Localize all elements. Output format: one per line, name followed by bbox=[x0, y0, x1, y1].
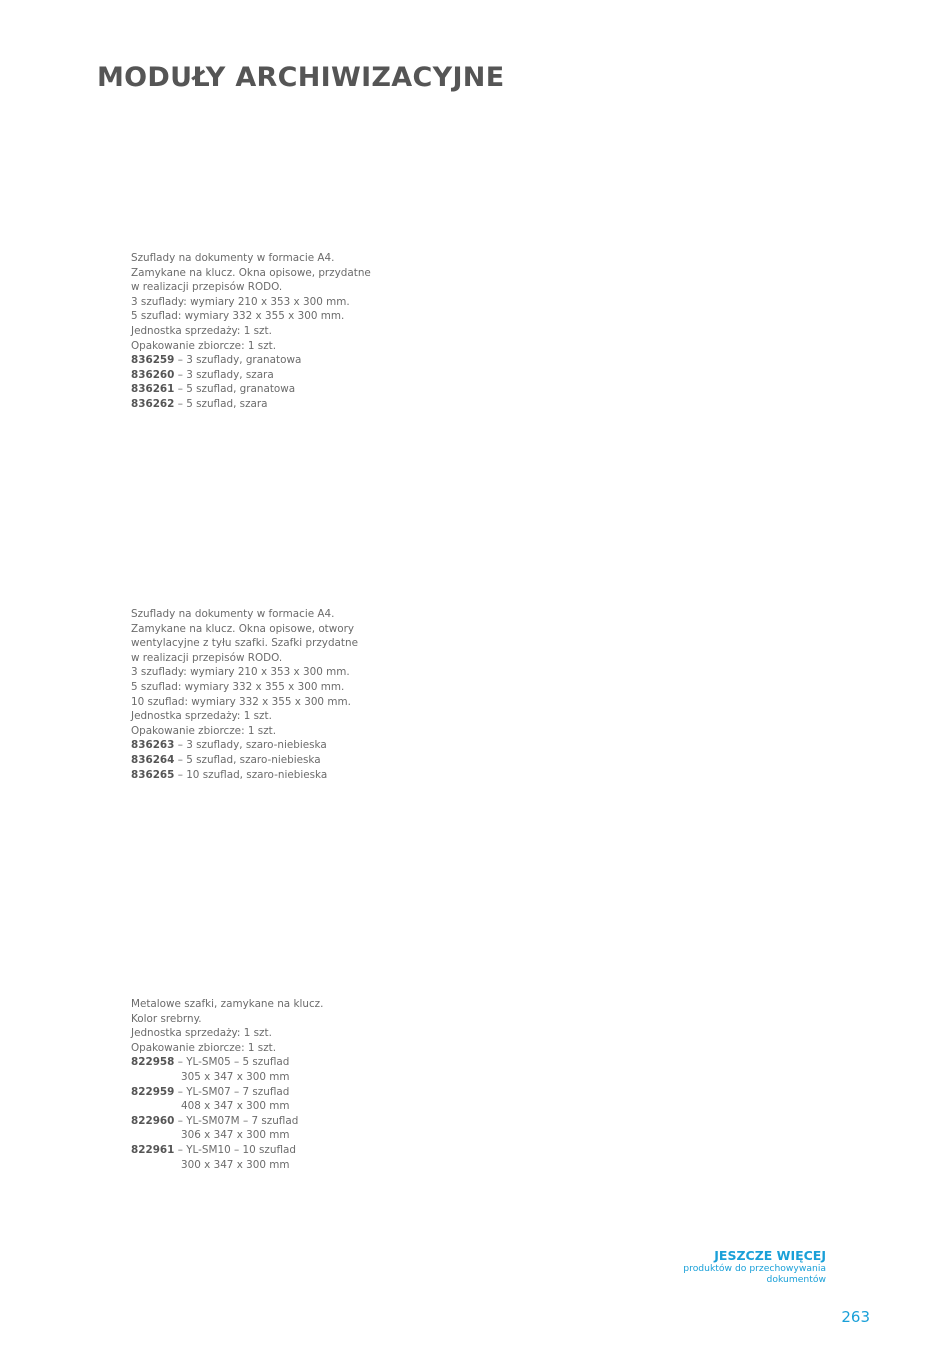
more-subtext: produktów do przechowywania bbox=[683, 1263, 826, 1274]
product-variant: – 3 szuflady, granatowa bbox=[174, 354, 302, 367]
product-dimensions: 305 x 347 x 300 mm bbox=[181, 1070, 290, 1083]
desc-line: 3 szuflady: wymiary 210 x 353 x 300 mm. bbox=[131, 666, 350, 679]
desc-line: w realizacji przepisów RODO. bbox=[131, 651, 283, 664]
desc-line: Jednostka sprzedaży: 1 szt. bbox=[131, 324, 272, 337]
more-products-note bbox=[683, 1248, 826, 1285]
product-code: 836263 bbox=[131, 739, 175, 752]
desc-line: Jednostka sprzedaży: 1 szt. bbox=[131, 1027, 272, 1040]
product-variant: – 5 szuflad, szaro-niebieska bbox=[174, 753, 321, 766]
product-code: 822958 bbox=[131, 1056, 175, 1069]
product-description-1 bbox=[131, 251, 371, 412]
product-code: 822959 bbox=[131, 1085, 175, 1098]
product-dimensions: 408 x 347 x 300 mm bbox=[181, 1100, 290, 1113]
desc-line: Opakowanie zbiorcze: 1 szt. bbox=[131, 724, 277, 737]
desc-line: Kolor srebrny. bbox=[131, 1012, 202, 1025]
product-item bbox=[131, 397, 371, 412]
product-variant: – 3 szuflady, szaro-niebieska bbox=[174, 739, 327, 752]
desc-line: 5 szuflad: wymiary 332 x 355 x 300 mm. bbox=[131, 680, 345, 693]
product-item bbox=[131, 1055, 323, 1070]
desc-line: wentylacyjne z tyłu szafki. Szafki przydatne bbox=[131, 637, 358, 650]
product-item bbox=[131, 353, 371, 368]
page-number: 263 bbox=[841, 1308, 870, 1326]
product-code: 836259 bbox=[131, 354, 175, 367]
product-item bbox=[131, 382, 371, 397]
product-item bbox=[131, 738, 358, 753]
product-code: 822961 bbox=[131, 1143, 175, 1156]
more-subtext: dokumentów bbox=[766, 1274, 826, 1285]
desc-line: Zamykane na klucz. Okna opisowe, otwory bbox=[131, 622, 355, 635]
product-description-3 bbox=[131, 997, 323, 1172]
desc-line: Zamykane na klucz. Okna opisowe, przydatne bbox=[131, 266, 371, 279]
desc-line: Metalowe szafki, zamykane na klucz. bbox=[131, 998, 324, 1010]
desc-line: Opakowanie zbiorcze: 1 szt. bbox=[131, 1041, 277, 1054]
product-variant: – 10 szuflad, szaro-niebieska bbox=[174, 768, 328, 781]
product-item bbox=[131, 368, 371, 383]
product-variant: – YL-SM07M – 7 szuflad bbox=[174, 1114, 299, 1127]
desc-line: Opakowanie zbiorcze: 1 szt. bbox=[131, 339, 277, 352]
product-code: 836264 bbox=[131, 753, 175, 766]
more-heading: JESZCZE WIĘCEJ bbox=[714, 1248, 826, 1263]
product-variant: – 5 szuflad, szara bbox=[174, 397, 268, 410]
product-dimensions: 300 x 347 x 300 mm bbox=[181, 1158, 290, 1171]
product-dimensions: 306 x 347 x 300 mm bbox=[181, 1129, 290, 1142]
desc-line: 10 szuflad: wymiary 332 x 355 x 300 mm. bbox=[131, 695, 351, 708]
product-item bbox=[131, 753, 358, 768]
page-title: MODUŁY ARCHIWIZACYJNE bbox=[97, 62, 505, 93]
product-code: 836265 bbox=[131, 768, 175, 781]
product-variant: – 3 szuflady, szara bbox=[174, 368, 274, 381]
product-code: 836260 bbox=[131, 368, 175, 381]
product-code: 822960 bbox=[131, 1114, 175, 1127]
product-variant: – YL-SM07 – 7 szuflad bbox=[174, 1085, 290, 1098]
desc-line: 5 szuflad: wymiary 332 x 355 x 300 mm. bbox=[131, 310, 345, 323]
product-variant: – YL-SM10 – 10 szuflad bbox=[174, 1143, 296, 1156]
product-variant: – 5 szuflad, granatowa bbox=[174, 383, 296, 396]
desc-line: Szuflady na dokumenty w formacie A4. bbox=[131, 608, 335, 620]
product-code: 836262 bbox=[131, 397, 175, 410]
desc-line: Szuflady na dokumenty w formacie A4. bbox=[131, 252, 335, 264]
product-code: 836261 bbox=[131, 383, 175, 396]
desc-line: Jednostka sprzedaży: 1 szt. bbox=[131, 710, 272, 723]
product-description-2 bbox=[131, 607, 358, 782]
product-variant: – YL-SM05 – 5 szuflad bbox=[174, 1056, 290, 1069]
desc-line: w realizacji przepisów RODO. bbox=[131, 281, 283, 294]
product-item bbox=[131, 768, 358, 783]
product-item bbox=[131, 1085, 323, 1100]
product-item bbox=[131, 1114, 323, 1129]
desc-line: 3 szuflady: wymiary 210 x 353 x 300 mm. bbox=[131, 295, 350, 308]
product-item bbox=[131, 1143, 323, 1158]
